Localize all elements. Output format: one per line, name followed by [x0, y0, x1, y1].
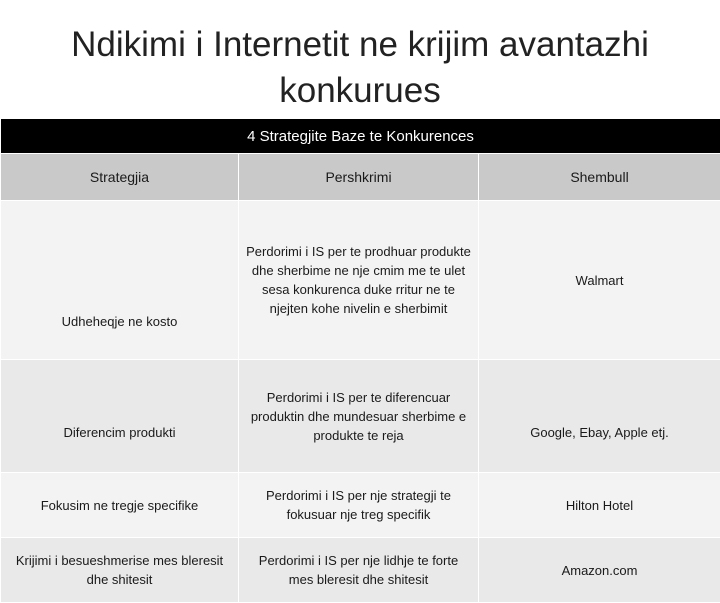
description-cell: Perdorimi i IS per te diferencuar produktin dhe mundesuar sherbime e produkte te reja — [239, 360, 479, 473]
table-row — [1, 360, 720, 473]
table-row — [1, 538, 720, 603]
header-strategy: Strategjia — [1, 154, 239, 201]
slide-title: Ndikimi i Internetit ne krijim avantazhi konkurues — [0, 22, 720, 114]
example-cell: Google, Ebay, Apple etj. — [479, 360, 720, 473]
strategy-cell: Diferencim produkti — [1, 360, 239, 473]
strategies-table — [0, 118, 720, 603]
table-caption-row — [1, 119, 720, 154]
example-cell: Hilton Hotel — [479, 473, 720, 538]
header-example: Shembull — [479, 154, 720, 201]
header-description: Pershkrimi — [239, 154, 479, 201]
example-cell: Amazon.com — [479, 538, 720, 603]
strategy-cell: Krijimi i besueshmerise mes bleresit dhe shitesit — [1, 538, 239, 603]
strategy-cell: Udheheqje ne kosto — [1, 201, 239, 360]
description-cell: Perdorimi i IS per te prodhuar produkte dhe sherbime ne nje cmim me te ulet sesa konkurenca duke rritur ne te njejten kohe nivelin e sherbimit — [239, 201, 479, 360]
table-caption: 4 Strategjite Baze te Konkurences — [1, 119, 720, 154]
description-cell: Perdorimi i IS per nje strategji te fokusuar nje treg specifik — [239, 473, 479, 538]
strategy-cell: Fokusim ne tregje specifike — [1, 473, 239, 538]
table-row — [1, 201, 720, 360]
description-cell: Perdorimi i IS per nje lidhje te forte mes bleresit dhe shitesit — [239, 538, 479, 603]
table-row — [1, 473, 720, 538]
table-header-row — [1, 154, 720, 201]
example-cell: Walmart — [479, 201, 720, 360]
